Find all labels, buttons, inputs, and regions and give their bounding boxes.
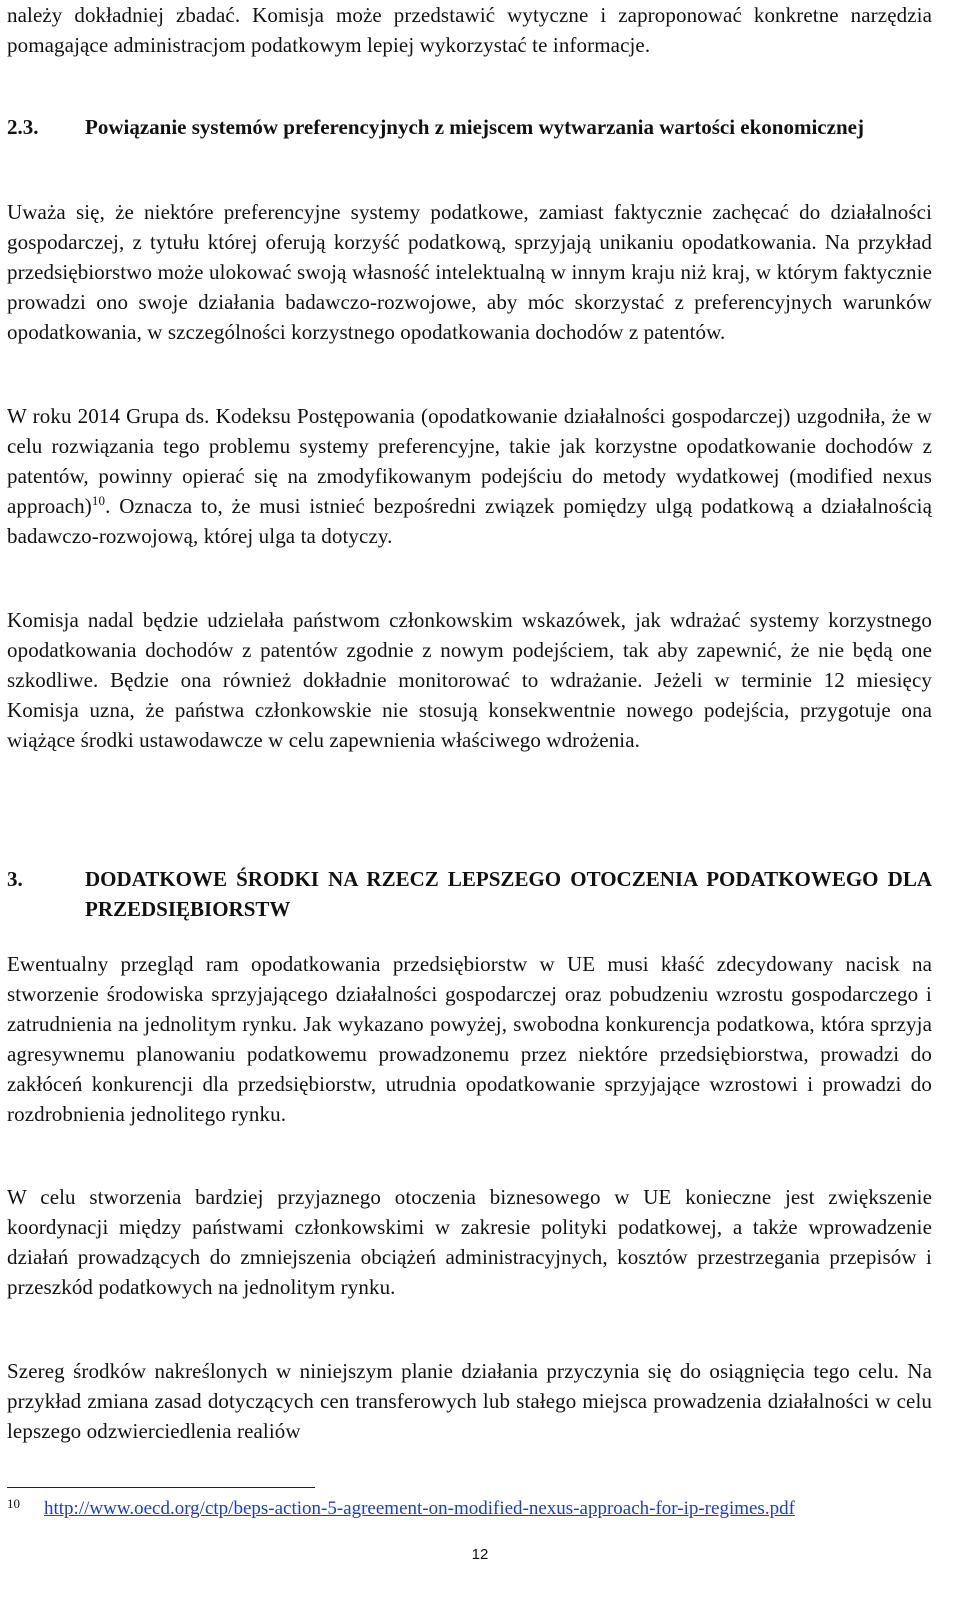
section-2-3-paragraph-1 xyxy=(7,197,932,347)
page-number: 12 xyxy=(471,1546,489,1563)
intro-paragraph: należy dokładniej zbadać. Komisja może przedstawić wytyczne i zaproponować konkretne narzędzia pomagające administracjom podatkowym lepiej wykorzystać te informacje. xyxy=(7,3,932,57)
section-2-3-paragraph-2 xyxy=(7,401,932,551)
section-2-3-paragraph-3 xyxy=(7,605,932,755)
footnote-marker: 10 xyxy=(7,1496,20,1511)
section-number: 3. xyxy=(7,867,23,891)
paragraph: Komisja nadal będzie udzielała państwom członkowskim wskazówek, jak wdrażać systemy korzystnego opodatkowania dochodów z patentów zgodnie z nowym podejściem, tak aby zapewnić, że nie będą one szkodliwe. Będzie ona również dokładnie monitorować to wdrażanie. Jeżeli w terminie 12 miesięcy Komisja uzna, że państwa członkowskie nie stosują konsekwentnie nowego podejścia, przygotuje ona wiążące środki ustawodawcze w celu zapewnienia właściwego wdrożenia. xyxy=(7,608,932,752)
paragraph: Ewentualny przegląd ram opodatkowania przedsiębiorstw w UE musi kłaść zdecydowany nacisk na stworzenie środowiska sprzyjającego działalności gospodarczej oraz pobudzeniu wzrostu gospodarczego i zatrudnienia na jednolitym rynku. Jak wykazano powyżej, swobodna konkurencja podatkowa, która sprzyja agresywnemu planowaniu podatkowemu prowadzonemu przez niektóre przedsiębiorstwa, prowadzi do zakłóceń konkurencji dla przedsiębiorstw, utrudnia opodatkowanie sprzyjające wzrostowi i prowadzi do rozdrobnienia jednolitego rynku. xyxy=(7,952,932,1126)
paragraph: W celu stworzenia bardziej przyjaznego otoczenia biznesowego w UE konieczne jest zwiększenie koordynacji między państwami członkowskimi w zakresie polityki podatkowej, a także wprowadzenie działań prowadzących do zmniejszenia obciążeń administracyjnych, kosztów przestrzegania przepisów i przeszkód podatkowych na jednolitym rynku. xyxy=(7,1185,932,1299)
paragraph: Szereg środków nakreślonych w niniejszym planie działania przyczynia się do osiągnięcia tego celu. Na przykład zmiana zasad dotyczących cen transferowych lub stałego miejsca prowadzenia działalności w celu lepszego odzwierciedlenia realiów xyxy=(7,1359,932,1443)
section-heading-2-3 xyxy=(7,112,932,142)
section-heading-3 xyxy=(7,864,932,924)
intro-continuation xyxy=(7,0,932,60)
section-3-paragraph-3 xyxy=(7,1356,932,1446)
footnote-link[interactable]: http://www.oecd.org/ctp/beps-action-5-agreement-on-modified-nexus-approach-for-ip-regimes.pdf xyxy=(44,1498,795,1519)
section-3-paragraph-2 xyxy=(7,1182,932,1302)
paragraph: Uważa się, że niektóre preferencyjne systemy podatkowe, zamiast faktycznie zachęcać do działalności gospodarczej, z tytułu której oferują korzyść podatkową, sprzyjają unikaniu opodatkowania. Na przykład przedsiębiorstwo może ulokować swoją własność intelektualną w innym kraju niż kraj, w którym faktycznie prowadzi ono swoje działania badawczo-rozwojowe, aby móc skorzystać z preferencyjnych warunków opodatkowania, w szczególności korzystnego opodatkowania dochodów z patentów. xyxy=(7,200,932,344)
section-3-paragraph-1 xyxy=(7,949,932,1129)
section-title: DODATKOWE ŚRODKI NA RZECZ LEPSZEGO OTOCZENIA PODATKOWEGO DLA PRZEDSIĘBIORSTW xyxy=(85,867,932,921)
footnote-separator xyxy=(7,1487,315,1488)
paragraph xyxy=(7,401,932,551)
paragraph-text: W roku 2014 Grupa ds. Kodeksu Postępowania (opodatkowanie działalności gospodarczej) uzgodniła, że w celu rozwiązania tego problemu systemy preferencyjne, takie jak korzystne opodatkowanie dochodów z patentów, powinny opierać się na zmodyfikowanym podejściu do metody wydatkowej (modified nexus approach) xyxy=(7,404,932,518)
footnote-reference[interactable]: 10 xyxy=(91,493,106,508)
paragraph-text: . Oznacza to, że musi istnieć bezpośredni związek pomiędzy ulgą podatkową a działalnością badawczo-rozwojową, której ulga ta dotyczy. xyxy=(7,494,932,548)
section-number: 2.3. xyxy=(7,115,39,139)
section-title: Powiązanie systemów preferencyjnych z miejscem wytwarzania wartości ekonomicznej xyxy=(85,115,864,139)
